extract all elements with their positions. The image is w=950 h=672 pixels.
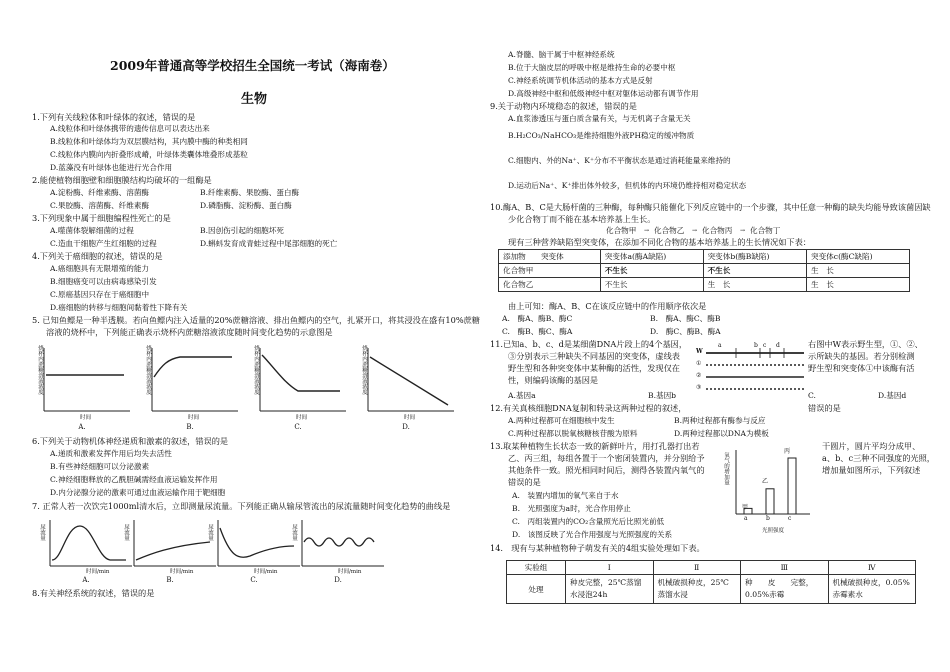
q14-table bbox=[506, 560, 916, 604]
q10-chain-step3: 化合物丙 bbox=[702, 226, 733, 235]
q6-stem: 6.下列关于动物机体神经递质和激素的叙述，错误的是 bbox=[32, 436, 229, 446]
q11-strain-1: ① bbox=[696, 360, 702, 367]
q10-chain-arrow1: → bbox=[644, 227, 650, 234]
q2-option-d: D.磷脂酶、淀粉酶、蛋白酶 bbox=[200, 201, 292, 210]
q7-graph-d-ylabel: 尿流量 bbox=[291, 524, 297, 541]
q7-stem: 7. 正常人若一次饮完1000ml清水后，立即测量尿流量。下列能正确从输尿管流出的尿流量随时间变化趋势的曲线是 bbox=[32, 501, 451, 511]
q10-th-3: 突变体c(酶C缺陷) bbox=[807, 250, 910, 264]
q14-cell: 种 皮 完整，0.05%赤霉 bbox=[741, 575, 829, 604]
q13-bar-label-bing: 丙 bbox=[784, 448, 791, 455]
q4-option-a: A.癌细胞具有无限增殖的能力 bbox=[50, 264, 150, 273]
q10-chain-step2: 化合物乙 bbox=[654, 226, 685, 235]
q5-graph-a-caption: A. bbox=[78, 423, 86, 431]
q5-graph-d bbox=[356, 343, 456, 433]
q10-cell: 生 长 bbox=[807, 278, 910, 292]
q13-tick-b: b bbox=[766, 515, 770, 522]
q5-graph-d-xlabel: 时间 bbox=[404, 415, 416, 421]
q13-bar-yi bbox=[766, 489, 774, 514]
q10-cell: 不生长 bbox=[703, 264, 806, 278]
q10-cell: 生 长 bbox=[703, 278, 806, 292]
q10-option-d: D. 酶C、酶B、酶A bbox=[650, 327, 721, 336]
q7-graph-b-caption: B. bbox=[166, 576, 174, 584]
q7-graph-a-caption: A. bbox=[82, 576, 90, 584]
q3-stem: 3.下列现象中属于细胞编程性死亡的是 bbox=[32, 213, 171, 223]
q13-right3: 增加量如图所示，下列叙述 bbox=[822, 465, 921, 475]
q10-stem-line3: 现有三种营养缺陷型突变体，在添加不同化合物的基本培养基上的生长情况如下表： bbox=[508, 237, 811, 247]
q8-option-b: B.位于大脑皮层的呼吸中枢是维持生命的必要中枢 bbox=[508, 63, 676, 72]
table-row bbox=[499, 264, 910, 278]
q4-option-b: B.细胞癌变可以由病毒感染引发 bbox=[50, 277, 157, 286]
q6-option-c: C.神经细胞释放的乙酰胆碱需经血液运输发挥作用 bbox=[50, 475, 218, 484]
q10-cell: 化合物乙 bbox=[499, 278, 601, 292]
q11-option-c: C. bbox=[808, 391, 816, 400]
q7-graph-b-ylabel: 尿流量 bbox=[123, 524, 129, 541]
q1-option-c: C.线粒体内膜向内折叠形成嵴，叶绿体类囊体堆叠形成基粒 bbox=[50, 150, 248, 159]
q13-option-a: A. 装置内增加的氧气来自于水 bbox=[512, 491, 619, 500]
q11-gene-a: a bbox=[718, 342, 722, 349]
q14-cell: 机械破损种皮，25℃蒸馏水浸 bbox=[653, 575, 741, 604]
q10-th-1: 突变体a(酶A缺陷) bbox=[600, 250, 703, 264]
q2-option-b: B.纤维素酶、果胶酶、蛋白酶 bbox=[200, 188, 300, 197]
q5-graph-b bbox=[140, 343, 240, 433]
q13-xlabel: 光照强度 bbox=[762, 528, 785, 534]
q7-graph-c-xlabel: 时间/min bbox=[254, 569, 278, 575]
page-title: 2009年普通高等学校招生全国统一考试（海南卷） bbox=[110, 58, 395, 73]
q13-option-b: B. 光照强度为a时，光合作用停止 bbox=[512, 504, 631, 513]
q13-tick-a: a bbox=[744, 515, 748, 522]
q5-stem-line2: 溶液的烧杯中，下列能正确表示烧杯内蔗糖溶液浓度随时间变化趋势的示意图是 bbox=[46, 327, 333, 337]
q5-graph-b-ylabel: 烧杯内蔗糖溶液浓度 bbox=[145, 345, 151, 395]
q10-cell: 化合物甲 bbox=[499, 264, 601, 278]
q13-ylabel: 氧气的增加量 bbox=[723, 452, 729, 485]
q7-graph-c-caption: C. bbox=[250, 576, 258, 584]
q11-line1: 11.已知a、b、c、d是某细菌DNA片段上的4个基因， bbox=[490, 339, 688, 349]
q8-stem: 8.有关神经系统的叙述，错误的是 bbox=[32, 588, 155, 598]
q2-option-a: A.淀粉酶、纤维素酶、溶菌酶 bbox=[50, 188, 150, 197]
q9-option-b: B.H₂CO₃/NaHCO₃是维持细胞外液PH稳定的缓冲物质 bbox=[508, 131, 695, 140]
q14-cell: 处理 bbox=[507, 575, 566, 604]
q13-line2: 乙、丙三组，每组各置于一个密闭装置内，并分别给予 bbox=[508, 453, 705, 463]
q14-th-0: 实验组 bbox=[507, 561, 566, 575]
q10-table-header bbox=[499, 250, 910, 264]
q11-strain-3: ③ bbox=[696, 384, 702, 391]
q7-graph-c-ylabel: 尿流量 bbox=[207, 524, 213, 541]
q5-stem-line1: 5. 已知鱼鳔是一种半透膜。若向鱼鳔内注入适量的20%蔗糖溶液、排出鱼鳔内的空气，扎紧开口，将其浸没在盛有10%蔗糖 bbox=[32, 315, 480, 325]
q14-th-1: Ⅰ bbox=[566, 561, 654, 575]
q1-option-d: D.蓝藻没有叶绿体也能进行光合作用 bbox=[50, 163, 173, 172]
q13-bar-label-yi: 乙 bbox=[762, 478, 769, 485]
q11-option-d: D.基因d bbox=[878, 391, 907, 400]
q8-option-d: D.高级神经中枢和低级神经中枢对躯体运动都有调节作用 bbox=[508, 89, 699, 98]
q5-graph-d-ylabel: 烧杯内蔗糖溶液浓度 bbox=[361, 345, 367, 395]
q14-cell: 种皮完整，25℃蒸馏水浸泡24h bbox=[566, 575, 654, 604]
q10-option-a: A. 酶A、酶B、酶C bbox=[502, 314, 573, 323]
q6-option-a: A.递质和激素发挥作用后均失去活性 bbox=[50, 449, 172, 458]
q7-graph-b-xlabel: 时间/min bbox=[170, 569, 194, 575]
q10-stem-line4: 由上可知：酶A、B、C在该反应链中的作用顺序依次是 bbox=[508, 301, 707, 311]
q9-option-a: A.血浆渗透压与蛋白质含量有关，与无机离子含量无关 bbox=[508, 114, 691, 123]
q7-graph-d bbox=[288, 516, 388, 586]
q5-graph-b-caption: B. bbox=[186, 423, 194, 431]
q13-line4: 错误的是 bbox=[508, 477, 541, 487]
q3-option-d: D.蝌蚪发育成青蛙过程中尾部细胞的死亡 bbox=[200, 239, 338, 248]
q13-right1: 干圆片，圆片平均分成甲、 bbox=[822, 441, 921, 451]
q8-option-c: C.神经系统调节机体活动的基本方式是反射 bbox=[508, 76, 653, 85]
q5-graph-c-caption: C. bbox=[294, 423, 302, 431]
table-row bbox=[507, 575, 916, 604]
q3-option-c: C.造血干细胞产生红细胞的过程 bbox=[50, 239, 157, 248]
q13-option-d: D. 该图反映了光合作用强度与光照强度的关系 bbox=[512, 530, 673, 539]
q11-option-b: B.基因b bbox=[648, 391, 677, 400]
q11-line3: 野生型和各种突变体中某种酶的活性，发现仅在 bbox=[508, 363, 680, 373]
q14-stem: 14. 现有与某种植物种子萌发有关的4组实验处理如下表。 bbox=[490, 543, 705, 553]
q11-right2: 示所缺失的基因。若分别检测 bbox=[808, 351, 915, 361]
q10-table bbox=[498, 249, 910, 292]
q8-option-a: A.脊髓、脑干属于中枢神经系统 bbox=[508, 50, 615, 59]
q14-table-header bbox=[507, 561, 916, 575]
q10-chain-step4: 化合物丁 bbox=[750, 226, 781, 235]
q12-option-b: B.两种过程都有酶参与反应 bbox=[674, 416, 766, 425]
q2-option-c: C.果胶酶、溶菌酶、纤维素酶 bbox=[50, 201, 150, 210]
q6-option-d: D.内分泌腺分泌的激素可通过血液运输作用于靶细胞 bbox=[50, 488, 226, 497]
q10-chain-step1: 化合物甲 bbox=[606, 226, 637, 235]
q11-gene-d: d bbox=[776, 342, 780, 349]
q13-option-c: C. 丙组装置内的CO₂含量照光后比照光前低 bbox=[512, 517, 665, 526]
q13-right2: a、b、c三种不同强度的光照， bbox=[822, 453, 935, 463]
q2-stem: 2.能使植物细胞壁和细胞膜结构均破坏的一组酶是 bbox=[32, 175, 212, 185]
q13-line3: 其他条件一致。照光相同时间后，测得各装置内氧气的 bbox=[508, 465, 705, 475]
q12-option-d: D.两种过程都以DNA为模板 bbox=[674, 429, 769, 438]
table-row bbox=[499, 278, 910, 292]
q10-option-c: C. 酶B、酶C、酶A bbox=[502, 327, 573, 336]
q12-stem-tail: 错误的是 bbox=[808, 403, 841, 413]
q10-stem-line1: 10.酶A、B、C是大肠杆菌的三种酶，每种酶只能催化下列反应链中的一个步骤，其中任意一种酶的缺失均能导致该菌因缺 bbox=[490, 202, 931, 212]
q5-graph-c-ylabel: 烧杯内蔗糖溶液浓度 bbox=[253, 345, 259, 395]
q7-graph-a-ylabel: 尿流量 bbox=[39, 524, 45, 541]
q5-graph-b-xlabel: 时间 bbox=[188, 415, 200, 421]
q9-option-c: C.细胞内、外的Na⁺、K⁺分布不平衡状态是通过消耗能量来维持的 bbox=[508, 156, 731, 165]
q13-line1: 13.取某种植物生长状态一致的新鲜叶片，用打孔器打出若 bbox=[490, 441, 700, 451]
q9-option-d: D.运动后Na⁺、K⁺排出体外较多，但机体的内环境仍维持相对稳定状态 bbox=[508, 181, 747, 190]
q11-line4: 性，则编码该酶的基因是 bbox=[508, 375, 599, 385]
q7-graph-a-xlabel: 时间/min bbox=[86, 569, 110, 575]
q9-stem: 9.关于动物内环境稳态的叙述，错误的是 bbox=[490, 101, 637, 111]
q5-graph-a bbox=[32, 343, 132, 433]
q11-strain-2: ② bbox=[696, 372, 702, 379]
q7-graph-d-xlabel: 时间/min bbox=[338, 569, 362, 575]
q10-chain-arrow2: → bbox=[692, 227, 698, 234]
q5-graph-c bbox=[248, 343, 348, 433]
q7-graph-d-caption: D. bbox=[334, 576, 342, 584]
q11-line2: ③分别表示三种缺失不同基因的突变体，虚线表 bbox=[508, 351, 680, 361]
q14-th-4: Ⅳ bbox=[828, 561, 916, 575]
q13-bar-bing bbox=[788, 458, 796, 514]
q10-th-0: 添加物 突变体 bbox=[499, 250, 601, 264]
q11-gene-b: b bbox=[754, 342, 758, 349]
q12-option-c: C.两种过程都以脱氧核糖核苷酸为原料 bbox=[508, 429, 638, 438]
q11-option-a: A.基因a bbox=[508, 391, 536, 400]
q14-th-2: Ⅱ bbox=[653, 561, 741, 575]
q10-th-2: 突变体b(酶B缺陷) bbox=[703, 250, 806, 264]
q1-stem: 1.下列有关线粒体和叶绿体的叙述，错误的是 bbox=[32, 112, 196, 122]
q3-option-b: B.因创伤引起的细胞坏死 bbox=[200, 226, 284, 235]
q1-option-b: B.线粒体和叶绿体均为双层膜结构，其内膜中酶的种类相同 bbox=[50, 137, 248, 146]
q5-graph-d-caption: D. bbox=[402, 423, 410, 431]
q11-gene-diagram bbox=[696, 342, 806, 398]
q12-option-a: A.两种过程都可在细胞核中发生 bbox=[508, 416, 615, 425]
q5-graph-c-xlabel: 时间 bbox=[296, 415, 308, 421]
q11-right3: 野生型和突变体①中该酶有活 bbox=[808, 363, 915, 373]
q13-tick-c: c bbox=[788, 515, 792, 522]
q4-option-d: D.癌细胞的转移与细胞间黏着性下降有关 bbox=[50, 303, 188, 312]
q11-right1: 右图中W表示野生型，①、②、 bbox=[808, 339, 923, 349]
q6-option-b: B.有些神经细胞可以分泌激素 bbox=[50, 462, 150, 471]
q12-stem: 12.有关真核细胞DNA复制和转录这两种过程的叙述， bbox=[490, 403, 687, 413]
q10-option-b: B. 酶A、酶C、酶B bbox=[650, 314, 721, 323]
q14-th-3: Ⅲ bbox=[741, 561, 829, 575]
q13-chart-svg bbox=[722, 446, 812, 526]
q10-chain-arrow3: → bbox=[740, 227, 746, 234]
q10-cell: 生 长 bbox=[807, 264, 910, 278]
q14-cell: 机械破损种皮，0.05%赤霉素水 bbox=[828, 575, 916, 604]
q10-stem-line2: 少化合物丁而不能在基本培养基上生长。 bbox=[508, 214, 656, 224]
q4-stem: 4.下列关于癌细胞的叙述，错误的是 bbox=[32, 251, 163, 261]
q5-graph-a-ylabel: 烧杯内蔗糖溶液浓度 bbox=[37, 345, 43, 395]
q10-cell: 不生长 bbox=[600, 264, 703, 278]
q3-option-a: A.噬菌体裂解细菌的过程 bbox=[50, 226, 134, 235]
q13-bar-label-jia: 甲 bbox=[742, 504, 749, 511]
q1-option-a: A.线粒体和叶绿体携带的遗传信息可以表达出来 bbox=[50, 124, 210, 133]
q11-gene-c: c bbox=[763, 342, 767, 349]
q10-cell: 不生长 bbox=[600, 278, 703, 292]
q13-bar-chart bbox=[722, 446, 812, 538]
q11-strain-w: W bbox=[696, 348, 703, 355]
subject-title: 生物 bbox=[241, 92, 268, 107]
q4-option-c: C.原癌基因只存在于癌细胞中 bbox=[50, 290, 150, 299]
q5-graph-a-xlabel: 时间 bbox=[80, 415, 92, 421]
